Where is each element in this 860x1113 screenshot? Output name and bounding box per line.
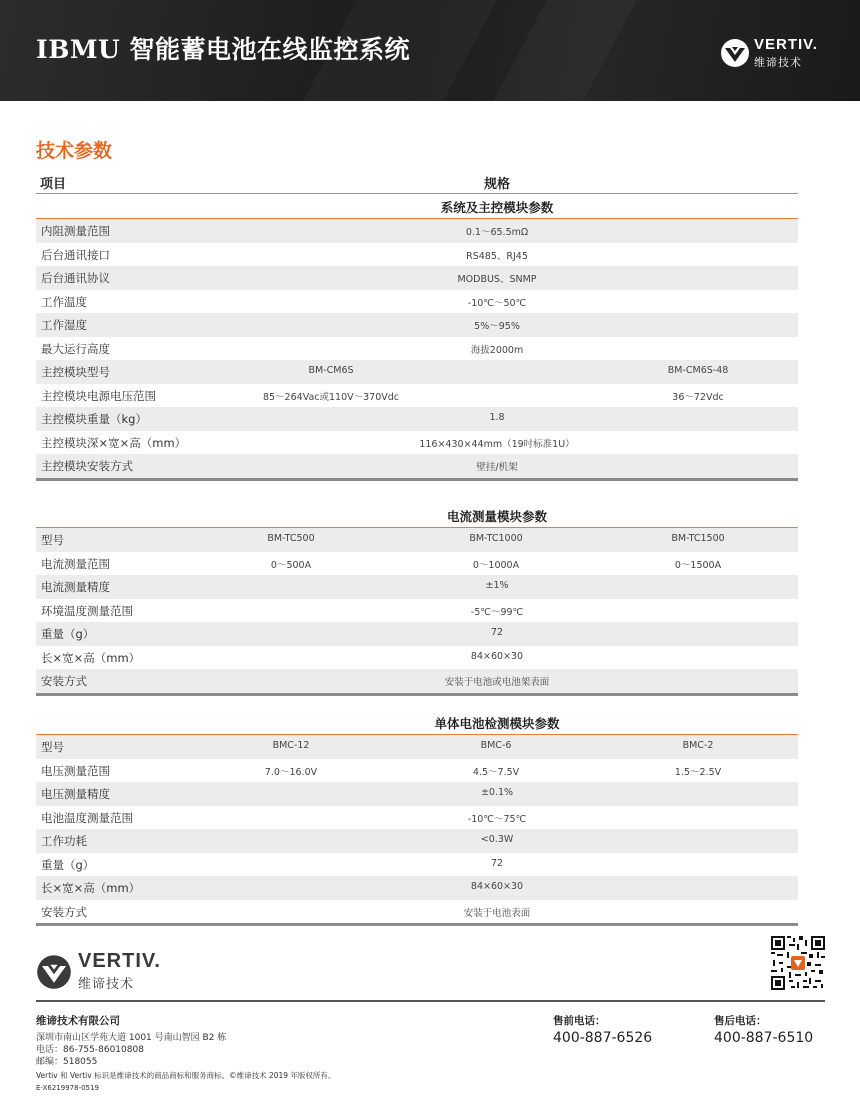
cell-params-table — [36, 710, 798, 926]
row-value: 116×430×44mm（19吋标准1U） — [419, 438, 575, 450]
row-label: 电流测量精度 — [41, 580, 110, 594]
row-label: 最大运行高度 — [41, 341, 110, 356]
table-row — [36, 290, 798, 314]
vertiv-logo-icon — [36, 954, 72, 990]
table-row — [36, 360, 798, 384]
row-value: -10℃～50℃ — [467, 297, 527, 309]
table-row — [36, 431, 798, 455]
qr-code-icon — [771, 936, 825, 990]
row-value: 海拔2000m — [470, 344, 524, 356]
system-params-table — [36, 171, 798, 481]
row-label: 工作温度 — [41, 294, 87, 309]
divider — [36, 923, 798, 926]
row-value: BMC-12 — [272, 740, 310, 751]
table-row — [36, 782, 798, 806]
section-title: 技术参数 — [36, 140, 113, 162]
row-label: 型号 — [41, 533, 64, 547]
company-address: 深圳市南山区学苑大道 1001 号南山智园 B2 栋 — [36, 1033, 227, 1043]
row-value: BM-TC1000 — [469, 533, 523, 544]
row-value: 36～72Vdc — [672, 391, 724, 403]
row-label: 长×宽×高（mm） — [41, 650, 141, 665]
row-value: 84×60×30 — [470, 881, 524, 892]
row-value: 72 — [490, 857, 504, 869]
row-value: 84×60×30 — [470, 650, 524, 662]
aftersale-label: 售后电话： — [714, 1015, 767, 1027]
table-row — [36, 337, 798, 361]
table-row — [36, 876, 798, 900]
row-value: BM-TC500 — [267, 533, 315, 544]
presale-phone[interactable]: 400-887-6526 — [553, 1030, 653, 1046]
page-title: IBMU 智能蓄电池在线监控系统 — [36, 35, 411, 64]
group-title: 系统及主控模块参数 — [440, 200, 554, 215]
row-label: 工作湿度 — [41, 318, 87, 332]
row-label: 重量（g） — [41, 627, 95, 641]
row-label: 型号 — [41, 740, 64, 754]
group-title: 单体电池检测模块参数 — [434, 716, 560, 731]
row-value: 0～1000A — [472, 559, 520, 571]
table-row — [36, 599, 798, 623]
table-row — [36, 528, 798, 552]
table-row — [36, 313, 798, 337]
page-header — [0, 0, 860, 101]
group-title: 电流测量模块参数 — [446, 509, 547, 524]
row-label: 后台通讯协议 — [41, 271, 110, 285]
brand-subtitle: 维谛技术 — [78, 977, 135, 992]
table-row — [36, 552, 798, 576]
row-value: RS485、RJ45 — [466, 250, 528, 262]
document-code: E-X6219978-0519 — [36, 1084, 99, 1092]
legal-notice: Vertiv 和 Vertiv 标识是维谛技术的商品商标和服务商标。©维谛技术 2019 年版权所有。 — [36, 1071, 336, 1080]
brand-name: VERTIV. — [754, 36, 818, 53]
row-value: 85～264Vac或110V～370Vdc — [262, 391, 400, 403]
table-row — [36, 407, 798, 431]
row-value: 壁挂/机架 — [476, 462, 518, 473]
table-row — [36, 622, 798, 646]
table-row — [36, 829, 798, 853]
row-value: BMC-2 — [682, 740, 714, 751]
row-value: 安装于电池表面 — [463, 907, 531, 919]
brand-name: VERTIV. — [78, 950, 161, 972]
header-decor — [493, 0, 637, 101]
table-row — [36, 853, 798, 877]
row-value: -10℃～75℃ — [467, 813, 527, 825]
table-row — [36, 575, 798, 599]
table-row — [36, 454, 798, 478]
brand-subtitle: 维谛技术 — [754, 56, 802, 69]
row-label: 重量（g） — [41, 857, 95, 872]
row-label: 电压测量范围 — [41, 763, 110, 778]
footer-divider — [36, 1000, 825, 1002]
vertiv-logo-icon — [720, 38, 750, 68]
row-value: ±1% — [485, 580, 509, 591]
current-params-table — [36, 503, 798, 696]
row-value: 1.8 — [489, 412, 505, 423]
row-value: 5%～95% — [474, 321, 520, 332]
row-label: 主控模块深×宽×高（mm） — [41, 435, 187, 450]
table-row — [36, 384, 798, 408]
row-label: 长×宽×高（mm） — [41, 881, 141, 895]
row-label: 内阻测量范围 — [41, 224, 110, 238]
row-value: 7.0～16.0V — [264, 766, 318, 778]
table-row — [36, 243, 798, 267]
row-value: -5℃～99℃ — [470, 606, 524, 618]
row-value: 1.5～2.5V — [674, 766, 722, 778]
divider — [36, 693, 798, 696]
header-item: 项目 — [40, 177, 67, 192]
row-label: 主控模块电源电压范围 — [41, 388, 156, 403]
company-name: 维谛技术有限公司 — [36, 1015, 120, 1027]
vertiv-logo — [720, 36, 830, 72]
row-value: 0～1500A — [674, 559, 722, 571]
table-row — [36, 759, 798, 783]
row-value: 4.5～7.5V — [472, 766, 520, 778]
row-label: 电压测量精度 — [41, 787, 110, 801]
table-row — [36, 219, 798, 243]
presale-label: 售前电话： — [553, 1015, 606, 1027]
row-value: 0.1～65.5mΩ — [465, 227, 529, 238]
table-row — [36, 669, 798, 693]
aftersale-phone[interactable]: 400-887-6510 — [714, 1030, 814, 1046]
row-value: 72 — [490, 627, 504, 638]
row-label: 主控模块安装方式 — [41, 459, 133, 473]
table-row — [36, 900, 798, 924]
row-label: 电池温度测量范围 — [41, 810, 133, 825]
row-label: 电流测量范围 — [41, 556, 110, 571]
row-label: 工作功耗 — [41, 834, 87, 848]
company-postcode: 邮编：518055 — [36, 1057, 98, 1067]
row-value: 0～500A — [270, 559, 312, 571]
table-row — [36, 646, 798, 670]
row-label: 后台通讯接口 — [41, 247, 110, 262]
divider — [36, 478, 798, 481]
row-label: 环境温度测量范围 — [41, 603, 133, 618]
row-label: 主控模块型号 — [41, 365, 110, 379]
row-label: 安装方式 — [41, 674, 87, 688]
table-row — [36, 735, 798, 759]
row-label: 安装方式 — [41, 904, 87, 919]
row-value: 安装于电池或电池架表面 — [444, 677, 550, 688]
table-row — [36, 266, 798, 290]
company-tel: 电话：86-755-86010808 — [36, 1045, 144, 1055]
row-value: BM-CM6S-48 — [667, 365, 729, 376]
row-value: MODBUS、SNMP — [457, 274, 537, 285]
row-label: 主控模块重量（kg） — [41, 412, 147, 426]
table-row — [36, 806, 798, 830]
row-value: BM-CM6S — [308, 365, 354, 376]
row-value: BMC-6 — [480, 740, 512, 751]
row-value: <0.3W — [480, 834, 514, 845]
row-value: ±0.1% — [480, 787, 514, 798]
header-spec: 规格 — [483, 177, 510, 192]
row-value: BM-TC1500 — [671, 533, 725, 544]
footer-vertiv-logo — [36, 950, 176, 994]
table-header — [36, 171, 798, 193]
